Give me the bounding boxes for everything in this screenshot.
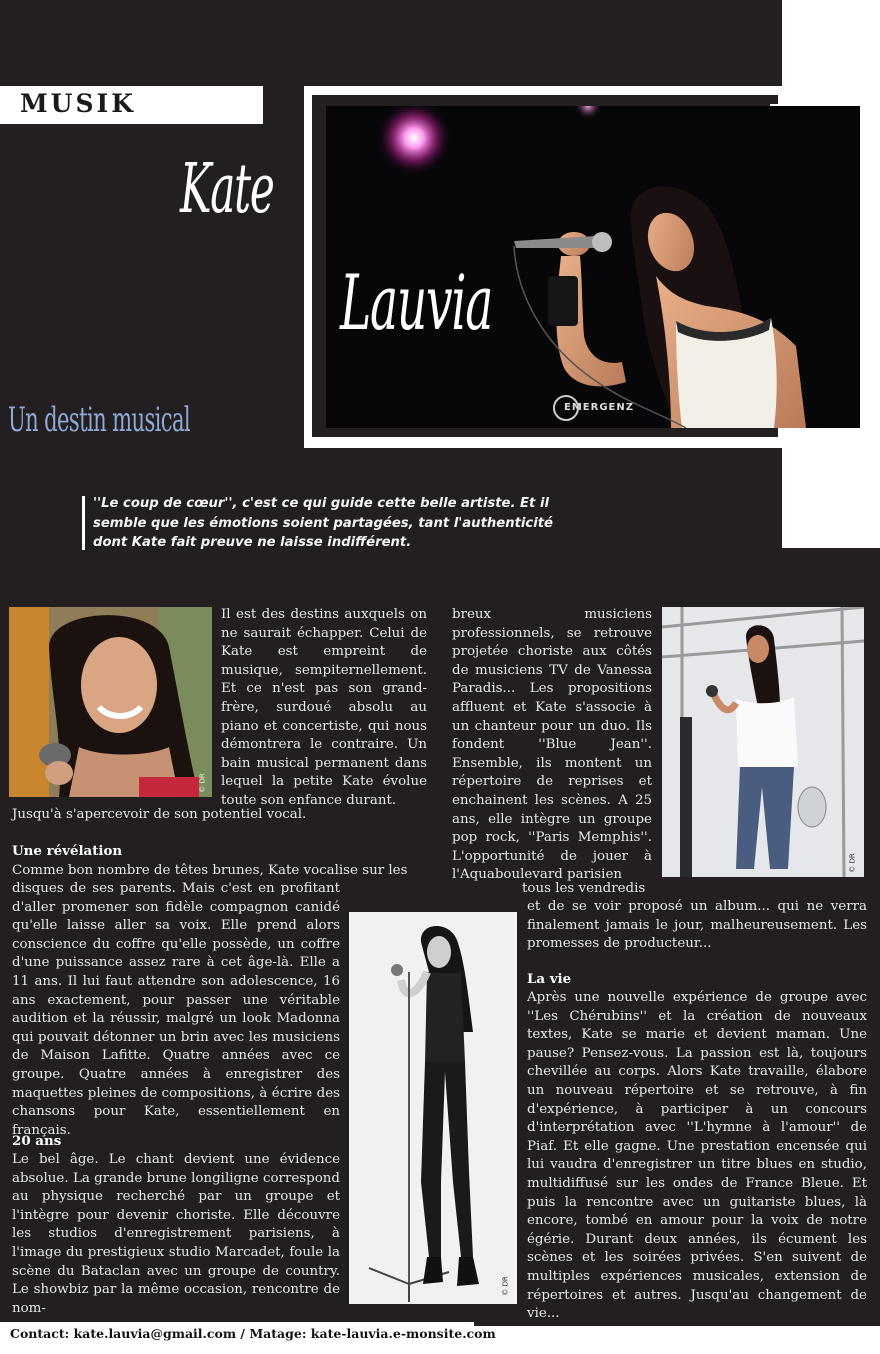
- lead-bar: [82, 496, 85, 550]
- section-label: MUSIK: [20, 89, 136, 118]
- emergenz-logo: EMERGENZ: [564, 402, 634, 413]
- standing-illustration: [349, 912, 517, 1304]
- col1-revelation-first: Comme bon nombre de têtes brunes, Kate vocalise sur les: [12, 863, 408, 878]
- portrait-credit: © DR: [198, 773, 207, 793]
- standing-photo-bw: [349, 912, 517, 1304]
- heading-une-revelation: Une révélation: [12, 843, 123, 859]
- stage-credit: © DR: [848, 853, 857, 873]
- heading-la-vie: La vie: [527, 971, 572, 987]
- stage-photo-color: [662, 607, 864, 877]
- col1-20ans: Le bel âge. Le chant devient une évidence absolue. La grande brune longiligne correspond au physique recherché par un groupe et l'intègre pour devenir choriste. Elle découvre les studios d'enregistrement parisiens, à l'image du prestigieux studio Marcadet, foule la scène du Bataclan avec un groupe de country. Le showbiz par la même occasion, rencontre de nom-: [12, 1152, 340, 1316]
- col2-continued: breux musiciens professionnels, se retrouve projetée choriste aux côtés de musiciens TV de Vanessa Paradis... Les propositions affluent et Kate s'associe à un chanteur pour un duo. Ils fondent ''Blue Jean''. Ensemble, ils montent un répertoire de reprises et enchainent les scènes. A 25 ans, elle intègre un groupe pop rock, ''Paris Memphis''. L'opportunité de jouer à l'Aquaboulevard parisien: [452, 607, 652, 883]
- heading-20-ans: 20 ans: [12, 1133, 62, 1149]
- subtitle: Un destin musical: [8, 400, 191, 440]
- col2-la-vie: Après une nouvelle expérience de groupe avec ''Les Chérubins'' et la création de nouveaux textes, Kate se marie et devient maman. Une pause? Pensez-vous. La passion est là, toujours chevillée au corps. Alors Kate travaille, élabore un nouveau répertoire et se retrouve, à fin d'expérience, à participer à un concours d'interprétation avec ''L'hymne à l'amour'' de Piaf. Et elle gagne. Une prestation encensée qui lui vaudra d'enregistrer un titre blues en studio, multidiffusé sur les ondes de France Bleue. Et puis la rencontre avec un guitariste blues, là encore, tombé en amour pour la voix de notre égérie. Durant deux années, ils écument les scènes et les soirées privées. S'en suivent de multiples expériences musicales, extension de répertoires et autres. Jusqu'au changement de vie...: [527, 990, 867, 1322]
- col1-intro-end: Jusqu'à s'apercevoir de son potentiel vocal.: [12, 807, 307, 822]
- title-first-name: Kate: [180, 150, 274, 229]
- col1-revelation: disques de ses parents. Mais c'est en profitant d'aller promener son fidèle compagnon canidé qu'elle laisse aller sa voix. Elle prend alors conscience du coffre qu'elle possède, un coffre d'une puissance assez rare à cet âge-là. Elle a 11 ans. Il lui faut attendre son adolescence, 16 ans exactement, pour passer une véritable audition et la réussir, malgré un look Madonna qui pouvait détonner un brin avec les musiciens de Maison Lafitte. Quatre années avec ce groupe. Quatre années à enregistrer des maquettes pleines de compositions, à écrire des chansons pour Kate, essentiellement en français.: [12, 881, 340, 1138]
- col2-continued-end: et de se voir proposé un album... qui ne verra finalement jamais le jour, malheureusement. Les promesses de producteur...: [527, 899, 867, 952]
- footer-contact[interactable]: Contact: kate.lauvia@gmail.com / Matage: kate-lauvia.e-monsite.com: [10, 1326, 496, 1341]
- portrait-illustration: [9, 607, 212, 797]
- title-last-name: Lauvia: [340, 258, 493, 347]
- col1-intro: Il est des destins auxquels on ne saurait échapper. Celui de Kate est empreint de musique, sempiternellement. Et ce n'est pas son grand-frère, surdoué absolu au piano et concertiste, qui nous démontrera le contraire. Un bain musical permanent dans lequel la petite Kate évolue toute son enfance durant.: [221, 607, 427, 808]
- portrait-photo-smiling: [9, 607, 212, 797]
- col2-continued-line: tous les vendredis: [522, 881, 646, 896]
- stage-illustration: [662, 607, 864, 877]
- standing-credit: © DR: [501, 1276, 510, 1296]
- lead-quote: ''Le coup de cœur'', c'est ce qui guide cette belle artiste. Et il semble que les émotions soient partagées, tant l'authenticité dont Kate fait preuve ne laisse indifférent.: [93, 496, 554, 550]
